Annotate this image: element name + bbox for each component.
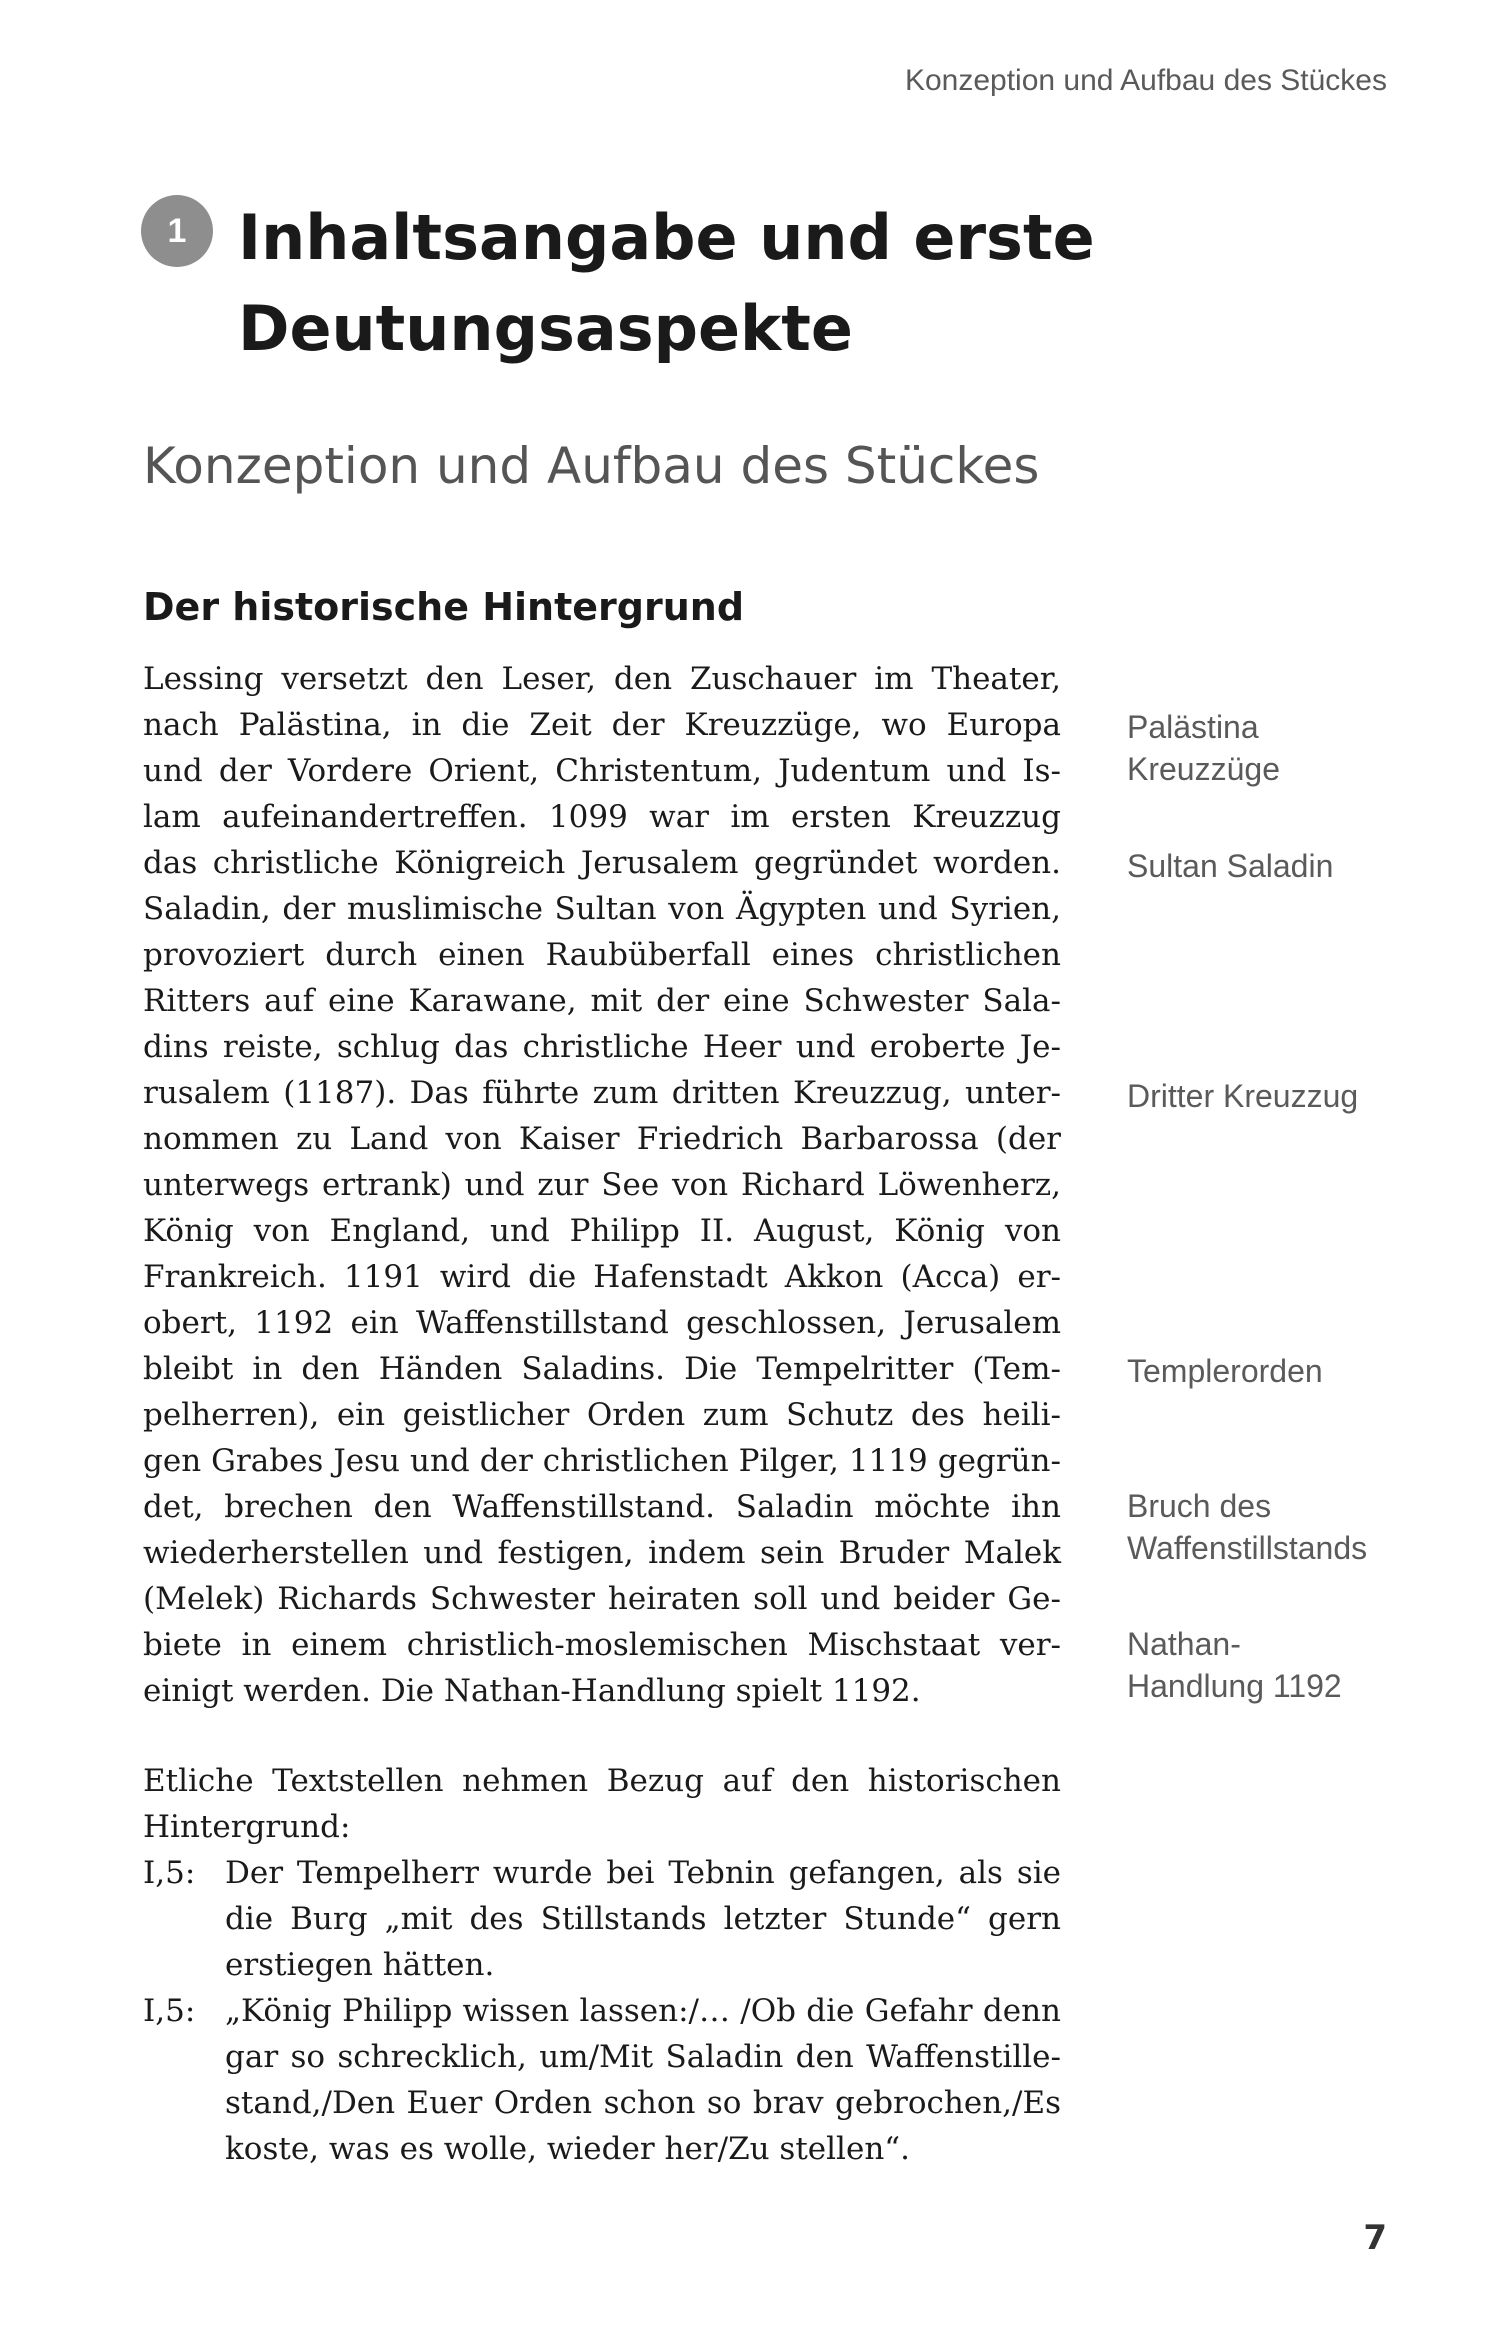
margin-note-line: Handlung 1192 xyxy=(1127,1668,1342,1704)
text-line: biete in einem christlich-moslemischen Mischstaat ver- xyxy=(143,1627,1061,1663)
text-line: (Melek) Richards Schwester heiraten soll und beider Ge- xyxy=(143,1581,1061,1617)
margin-note xyxy=(1127,1075,1427,1117)
page-number: 7 xyxy=(1363,2218,1387,2258)
text-line: det, brechen den Waffenstillstand. Saladin möchte ihn xyxy=(143,1489,1061,1525)
text-line: dins reiste, schlug das christliche Heer und eroberte Je- xyxy=(143,1029,1061,1065)
reference-text xyxy=(225,1850,1061,1988)
text-line: das christliche Königreich Jerusalem gegründet worden. xyxy=(143,845,1061,881)
reference-label: I,5: xyxy=(143,1855,196,1891)
text-line: Etliche Textstellen nehmen Bezug auf den historischen xyxy=(143,1763,1061,1799)
reference-line: die Burg „mit des Stillstands letzter Stunde“ gern xyxy=(225,1901,1061,1937)
text-line: provoziert durch einen Raubüberfall eines christlichen xyxy=(143,937,1061,973)
margin-note-line: Bruch des xyxy=(1127,1488,1272,1524)
main-paragraph xyxy=(143,656,1061,1714)
margin-note xyxy=(1127,706,1427,790)
text-line: König von England, und Philipp II. August, König von xyxy=(143,1213,1061,1249)
reference-label: I,5: xyxy=(143,1993,196,2029)
margin-note xyxy=(1127,1623,1427,1707)
margin-note xyxy=(1127,1350,1427,1392)
text-line: nommen zu Land von Kaiser Friedrich Barbarossa (der xyxy=(143,1121,1061,1157)
text-line: Saladin, der muslimische Sultan von Ägypten und Syrien, xyxy=(143,891,1061,927)
reference-line: Der Tempelherr wurde bei Tebnin gefangen, als sie xyxy=(225,1855,1061,1891)
reference-line: gar so schrecklich, um/Mit Saladin den Waffenstille- xyxy=(225,2039,1061,2075)
section-title: Konzeption und Aufbau des Stückes xyxy=(143,437,1040,495)
reference-list xyxy=(143,1850,1061,2172)
margin-note-line: Waffenstillstands xyxy=(1127,1530,1368,1566)
text-line: einigt werden. Die Nathan-Handlung spielt 1192. xyxy=(143,1673,921,1709)
text-line: gen Grabes Jesu und der christlichen Pilger, 1119 gegrün- xyxy=(143,1443,1061,1479)
margin-note-line: Nathan- xyxy=(1127,1626,1241,1662)
text-line: Ritters auf eine Karawane, mit der eine Schwester Sala- xyxy=(143,983,1061,1019)
sub-heading: Der historische Hintergrund xyxy=(143,585,745,629)
margin-note xyxy=(1127,845,1427,887)
text-line: pelherren), ein geistlicher Orden zum Schutz des heili- xyxy=(143,1397,1061,1433)
text-line: nach Palästina, in die Zeit der Kreuzzüge, wo Europa xyxy=(143,707,1061,743)
text-line: rusalem (1187). Das führte zum dritten Kreuzzug, unter- xyxy=(143,1075,1061,1111)
text-line: Lessing versetzt den Leser, den Zuschauer im Theater, xyxy=(143,661,1061,697)
reference-line: stand,/Den Euer Orden schon so brav gebrochen,/Es xyxy=(225,2085,1061,2121)
reference-line: „König Philipp wissen lassen:/… /Ob die Gefahr denn xyxy=(225,1993,1061,2029)
chapter-title-line-2: Deutungsaspekte xyxy=(238,292,853,365)
running-head: Konzeption und Aufbau des Stückes xyxy=(904,64,1387,97)
margin-note-line: Sultan Saladin xyxy=(1127,848,1334,884)
reference-line: koste, was es wolle, wieder her/Zu stellen“. xyxy=(225,2131,910,2167)
margin-note-line: Dritter Kreuzzug xyxy=(1127,1078,1359,1114)
text-line: bleibt in den Händen Saladins. Die Tempelritter (Tem- xyxy=(143,1351,1061,1387)
text-line: Frankreich. 1191 wird die Hafenstadt Akkon (Acca) er- xyxy=(143,1259,1061,1295)
text-line: lam aufeinandertreffen. 1099 war im ersten Kreuzzug xyxy=(143,799,1061,835)
text-line: Hintergrund: xyxy=(143,1809,351,1845)
margin-note-line: Kreuzzüge xyxy=(1127,751,1280,787)
chapter-title-line-1: Inhaltsangabe und erste xyxy=(238,201,1095,274)
margin-note-line: Templerorden xyxy=(1127,1353,1323,1389)
intro-paragraph xyxy=(143,1758,1061,1850)
reference-line: erstiegen hätten. xyxy=(225,1947,495,1983)
reference-item xyxy=(143,1850,1061,1988)
text-line: und der Vordere Orient, Christentum, Judentum und Is- xyxy=(143,753,1061,789)
text-line: obert, 1192 ein Waffenstillstand geschlossen, Jerusalem xyxy=(143,1305,1061,1341)
reference-item xyxy=(143,1988,1061,2172)
chapter-number-badge: 1 xyxy=(141,195,213,267)
reference-text xyxy=(225,1988,1061,2172)
chapter-title xyxy=(238,192,1095,374)
margin-note-line: Palästina xyxy=(1127,709,1259,745)
text-line: unterwegs ertrank) und zur See von Richard Löwenherz, xyxy=(143,1167,1061,1203)
margin-note xyxy=(1127,1485,1427,1569)
text-line: wiederherstellen und festigen, indem sein Bruder Malek xyxy=(143,1535,1061,1571)
